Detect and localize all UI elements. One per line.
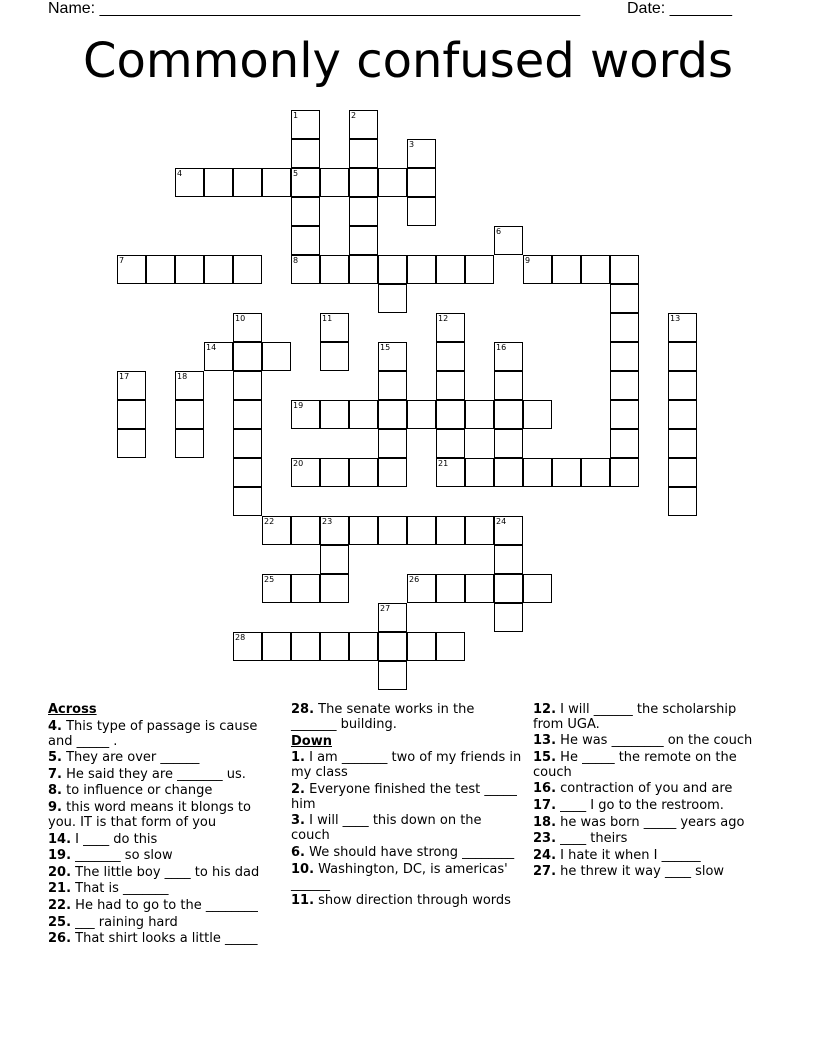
grid-cell[interactable]	[291, 168, 320, 197]
clue-text: He said they are _______ us.	[61, 766, 246, 782]
clue-item	[533, 781, 768, 796]
clue-number: 20	[293, 459, 304, 468]
clue-number: 23.	[533, 831, 557, 847]
clue-number: 9.	[48, 799, 62, 815]
clue-text: The senate works in the _______ building.	[291, 701, 475, 732]
grid-cell[interactable]	[349, 400, 378, 429]
grid-cell[interactable]	[494, 342, 523, 371]
grid-cell[interactable]	[349, 255, 378, 284]
grid-cell[interactable]	[291, 139, 320, 168]
clue-text: this word means it blongs to you. IT is that form of you	[48, 799, 251, 830]
grid-cell[interactable]	[668, 429, 697, 458]
clue-text: He was ________ on the couch	[556, 733, 753, 749]
clue-number: 21	[438, 459, 449, 468]
grid-cell[interactable]	[610, 284, 639, 313]
clue-item	[533, 831, 768, 846]
clue-number: 25.	[48, 914, 72, 930]
grid-cell[interactable]	[610, 429, 639, 458]
grid-cell[interactable]	[378, 284, 407, 313]
across-clue-list	[291, 702, 523, 732]
grid-cell[interactable]	[262, 342, 291, 371]
grid-cell[interactable]	[349, 458, 378, 487]
clue-item	[48, 915, 280, 930]
clue-number: 9	[525, 256, 531, 265]
clue-item	[48, 767, 280, 782]
grid-cell[interactable]	[117, 400, 146, 429]
grid-cell[interactable]	[291, 400, 320, 429]
clue-number: 24	[496, 517, 507, 526]
clue-item	[48, 931, 280, 946]
grid-cell[interactable]	[407, 400, 436, 429]
grid-cell[interactable]	[320, 632, 349, 661]
grid-cell[interactable]	[552, 255, 581, 284]
clue-item	[291, 750, 523, 780]
clue-text: show direction through words	[314, 893, 511, 909]
grid-cell[interactable]	[465, 400, 494, 429]
grid-cell[interactable]	[436, 429, 465, 458]
grid-cell[interactable]	[146, 255, 175, 284]
grid-cell[interactable]	[233, 487, 262, 516]
clue-text: The little boy ____ to his dad	[71, 864, 260, 880]
clue-text: This type of passage is cause and _____ .	[48, 718, 258, 749]
clue-text: he threw it way ____ slow	[556, 864, 725, 880]
grid-cell[interactable]	[494, 574, 523, 603]
grid-cell[interactable]	[291, 255, 320, 284]
clue-number: 3.	[291, 813, 305, 829]
grid-cell[interactable]	[436, 516, 465, 545]
page-title: Commonly confused words	[83, 33, 733, 89]
clue-item	[48, 800, 280, 830]
clue-number: 2	[351, 111, 357, 120]
grid-cell[interactable]	[436, 632, 465, 661]
grid-cell[interactable]	[610, 458, 639, 487]
grid-cell[interactable]	[523, 574, 552, 603]
grid-cell[interactable]	[233, 313, 262, 342]
grid-cell[interactable]	[204, 342, 233, 371]
clue-text: he was born _____ years ago	[556, 814, 745, 830]
grid-cell[interactable]	[494, 516, 523, 545]
clue-number: 22	[264, 517, 275, 526]
across-clue-list	[48, 719, 280, 947]
clue-number: 19.	[48, 848, 72, 864]
grid-cell[interactable]	[610, 342, 639, 371]
grid-cell[interactable]	[291, 110, 320, 139]
grid-cell[interactable]	[494, 545, 523, 574]
grid-cell[interactable]	[494, 226, 523, 255]
clue-item	[533, 750, 768, 780]
grid-cell[interactable]	[320, 255, 349, 284]
clue-number: 10	[235, 314, 246, 323]
grid-cell[interactable]	[320, 342, 349, 371]
clue-number: 7.	[48, 766, 62, 782]
grid-cell[interactable]	[378, 632, 407, 661]
clue-item	[533, 702, 768, 732]
clue-item	[48, 848, 280, 863]
clue-number: 27.	[533, 864, 557, 880]
down-heading: Down	[291, 733, 332, 749]
grid-cell[interactable]	[436, 458, 465, 487]
grid-cell[interactable]	[378, 255, 407, 284]
clue-text: I will ____ this down on the couch	[291, 813, 482, 844]
clue-text: I hate it when I ______	[556, 847, 701, 863]
grid-cell[interactable]	[581, 458, 610, 487]
clue-item	[533, 733, 768, 748]
clue-number: 27	[380, 604, 391, 613]
clue-item	[48, 865, 280, 880]
grid-cell[interactable]	[523, 458, 552, 487]
clue-number: 13.	[533, 733, 557, 749]
grid-cell[interactable]	[349, 226, 378, 255]
clue-item	[291, 893, 523, 908]
clue-number: 15	[380, 343, 391, 352]
grid-cell[interactable]	[465, 574, 494, 603]
clue-number: 17.	[533, 797, 557, 813]
clue-number: 12.	[533, 701, 557, 717]
grid-cell[interactable]	[668, 371, 697, 400]
clue-item	[533, 815, 768, 830]
across-heading: Across	[48, 702, 97, 717]
clue-number: 28.	[291, 701, 315, 717]
grid-cell[interactable]	[581, 255, 610, 284]
clue-text: That is _______	[71, 881, 169, 897]
grid-cell[interactable]	[378, 371, 407, 400]
clue-item	[48, 832, 280, 847]
grid-cell[interactable]	[378, 168, 407, 197]
grid-cell[interactable]	[233, 458, 262, 487]
name-field[interactable]: Name: ______________________________________________________	[48, 0, 581, 17]
grid-cell[interactable]	[494, 371, 523, 400]
clue-text: I will ______ the scholarship from UGA.	[533, 701, 737, 732]
grid-cell[interactable]	[378, 661, 407, 690]
grid-cell[interactable]	[610, 400, 639, 429]
grid-cell[interactable]	[233, 429, 262, 458]
clue-number: 24.	[533, 847, 557, 863]
clue-item	[48, 881, 280, 896]
grid-cell[interactable]	[349, 632, 378, 661]
grid-cell[interactable]	[523, 255, 552, 284]
grid-cell[interactable]	[407, 632, 436, 661]
grid-cell[interactable]	[175, 429, 204, 458]
clue-number: 1.	[291, 750, 305, 766]
clue-number: 13	[670, 314, 681, 323]
down-clue-list	[533, 702, 768, 880]
clue-text: Washington, DC, is americas' ______	[291, 861, 508, 892]
clue-number: 25	[264, 575, 275, 584]
clue-number: 19	[293, 401, 304, 410]
grid-cell[interactable]	[262, 574, 291, 603]
grid-cell[interactable]	[436, 574, 465, 603]
clue-item	[533, 864, 768, 879]
clue-text: contraction of you and are	[556, 781, 733, 797]
grid-cell[interactable]	[436, 255, 465, 284]
grid-cell[interactable]	[175, 371, 204, 400]
grid-cell[interactable]	[668, 400, 697, 429]
grid-cell[interactable]	[378, 603, 407, 632]
grid-cell[interactable]	[668, 487, 697, 516]
clue-text: That shirt looks a little _____	[71, 931, 258, 947]
grid-cell[interactable]	[494, 458, 523, 487]
grid-cell[interactable]	[494, 429, 523, 458]
clue-number: 18	[177, 372, 188, 381]
grid-cell[interactable]	[378, 429, 407, 458]
clue-number: 20.	[48, 864, 72, 880]
clue-number: 14	[206, 343, 217, 352]
grid-cell[interactable]	[349, 197, 378, 226]
grid-cell[interactable]	[407, 197, 436, 226]
grid-cell[interactable]	[349, 110, 378, 139]
clue-item	[291, 782, 523, 812]
grid-cell[interactable]	[465, 516, 494, 545]
grid-cell[interactable]	[262, 516, 291, 545]
grid-cell[interactable]	[320, 516, 349, 545]
grid-cell[interactable]	[291, 458, 320, 487]
clue-text: They are over ______	[61, 750, 200, 766]
clue-number: 16.	[533, 781, 557, 797]
grid-cell[interactable]	[262, 168, 291, 197]
grid-cell[interactable]	[291, 516, 320, 545]
clue-number: 15.	[533, 749, 557, 765]
grid-cell[interactable]	[320, 400, 349, 429]
grid-cell[interactable]	[349, 516, 378, 545]
grid-cell[interactable]	[291, 574, 320, 603]
clue-number: 6.	[291, 844, 305, 860]
clue-item	[291, 845, 523, 860]
clue-number: 7	[119, 256, 125, 265]
grid-cell[interactable]	[436, 342, 465, 371]
grid-cell[interactable]	[320, 545, 349, 574]
down-clue-list	[291, 750, 523, 908]
clue-item	[48, 750, 280, 765]
clue-number: 14.	[48, 831, 72, 847]
grid-cell[interactable]	[668, 342, 697, 371]
grid-cell[interactable]	[407, 516, 436, 545]
clue-number: 26.	[48, 931, 72, 947]
clue-text: We should have strong ________	[304, 844, 515, 860]
clue-item	[48, 783, 280, 798]
grid-cell[interactable]	[262, 632, 291, 661]
grid-cell[interactable]	[175, 168, 204, 197]
clue-item	[291, 813, 523, 843]
grid-cell[interactable]	[349, 139, 378, 168]
grid-cell[interactable]	[320, 313, 349, 342]
grid-cell[interactable]	[320, 574, 349, 603]
date-field[interactable]: Date: _______	[627, 0, 732, 17]
grid-cell[interactable]	[233, 255, 262, 284]
grid-cell[interactable]	[407, 255, 436, 284]
clue-number: 18.	[533, 814, 557, 830]
clue-number: 11.	[291, 893, 315, 909]
grid-cell[interactable]	[378, 516, 407, 545]
grid-cell[interactable]	[204, 168, 233, 197]
clue-number: 4.	[48, 718, 62, 734]
clue-item	[48, 898, 280, 913]
clue-number: 16	[496, 343, 507, 352]
grid-cell[interactable]	[320, 168, 349, 197]
clue-text: He had to go to the ________	[71, 897, 258, 913]
clue-number: 5.	[48, 750, 62, 766]
grid-cell[interactable]	[436, 313, 465, 342]
clue-text: ___ raining hard	[71, 914, 178, 930]
grid-cell[interactable]	[465, 255, 494, 284]
clue-text: Everyone finished the test _____ him	[291, 781, 517, 812]
grid-cell[interactable]	[407, 574, 436, 603]
grid-cell[interactable]	[378, 342, 407, 371]
clue-number: 11	[322, 314, 333, 323]
grid-cell[interactable]	[494, 603, 523, 632]
grid-cell[interactable]	[291, 197, 320, 226]
grid-cell[interactable]	[523, 400, 552, 429]
grid-cell[interactable]	[378, 458, 407, 487]
grid-cell[interactable]	[465, 458, 494, 487]
clue-number: 3	[409, 140, 415, 149]
grid-cell[interactable]	[668, 458, 697, 487]
clue-number: 28	[235, 633, 246, 642]
grid-cell[interactable]	[233, 400, 262, 429]
grid-cell[interactable]	[175, 255, 204, 284]
grid-cell[interactable]	[610, 255, 639, 284]
grid-cell[interactable]	[378, 400, 407, 429]
grid-cell[interactable]	[436, 371, 465, 400]
clue-number: 22.	[48, 897, 72, 913]
grid-cell[interactable]	[175, 400, 204, 429]
clue-number: 1	[293, 111, 299, 120]
grid-cell[interactable]	[291, 226, 320, 255]
clue-item	[533, 848, 768, 863]
grid-cell[interactable]	[233, 168, 262, 197]
grid-cell[interactable]	[233, 342, 262, 371]
clue-number: 10.	[291, 861, 315, 877]
clue-column-2	[291, 700, 523, 908]
clue-number: 8	[293, 256, 299, 265]
clue-item	[48, 719, 280, 749]
clue-number: 23	[322, 517, 333, 526]
grid-cell[interactable]	[494, 400, 523, 429]
grid-cell[interactable]	[117, 429, 146, 458]
clue-text: ____ theirs	[556, 831, 628, 847]
grid-cell[interactable]	[552, 458, 581, 487]
grid-cell[interactable]	[233, 632, 262, 661]
clue-number: 4	[177, 169, 183, 178]
clue-text: I am _______ two of my friends in my class	[291, 750, 522, 781]
clue-text: to influence or change	[61, 783, 213, 799]
clue-number: 17	[119, 372, 130, 381]
clue-number: 5	[293, 169, 299, 178]
clue-column-3	[533, 700, 768, 879]
grid-cell[interactable]	[610, 371, 639, 400]
clue-text: He _____ the remote on the couch	[533, 749, 737, 780]
clue-number: 26	[409, 575, 420, 584]
clue-number: 12	[438, 314, 449, 323]
clue-item	[533, 798, 768, 813]
clue-number: 2.	[291, 781, 305, 797]
grid-cell[interactable]	[117, 371, 146, 400]
clue-item	[291, 862, 523, 892]
grid-cell[interactable]	[436, 400, 465, 429]
grid-cell[interactable]	[668, 313, 697, 342]
grid-cell[interactable]	[407, 168, 436, 197]
clue-column-1	[48, 700, 280, 946]
clue-number: 6	[496, 227, 502, 236]
grid-cell[interactable]	[233, 371, 262, 400]
grid-cell[interactable]	[320, 458, 349, 487]
grid-cell[interactable]	[291, 632, 320, 661]
clue-text: I ____ do this	[71, 831, 158, 847]
grid-cell[interactable]	[117, 255, 146, 284]
grid-cell[interactable]	[610, 313, 639, 342]
clue-item	[291, 702, 523, 732]
grid-cell[interactable]	[204, 255, 233, 284]
grid-cell[interactable]	[349, 168, 378, 197]
clue-text: ____ I go to the restroom.	[556, 797, 724, 813]
clue-text: _______ so slow	[71, 848, 173, 864]
grid-cell[interactable]	[407, 139, 436, 168]
clue-number: 21.	[48, 881, 72, 897]
clue-number: 8.	[48, 783, 62, 799]
